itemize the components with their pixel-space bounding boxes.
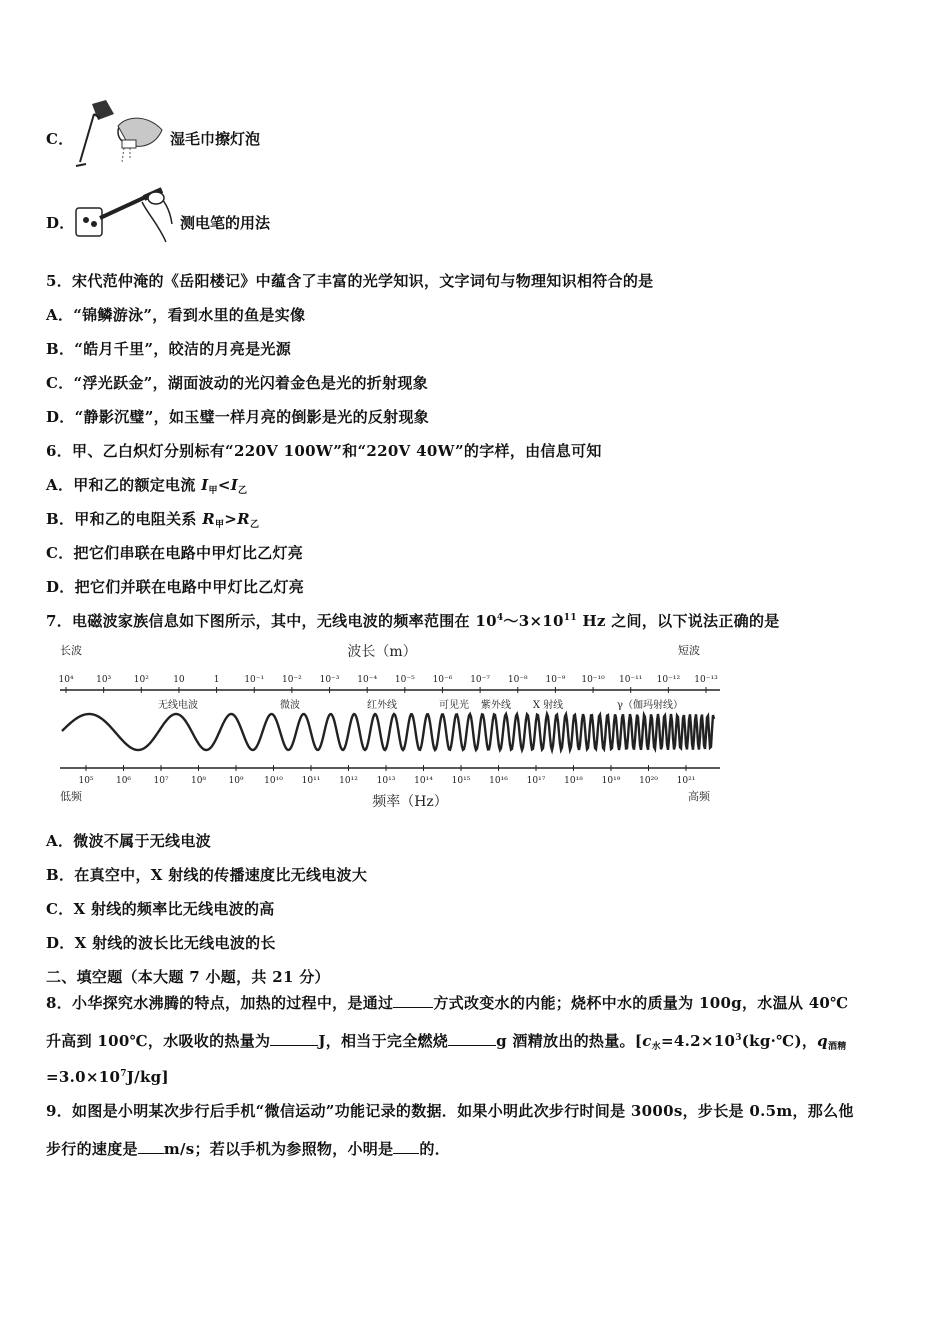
- q9-p3: m/s；若以手机为参照物，小明是: [163, 1140, 394, 1158]
- wavelength-tick-label: 10⁻⁵: [394, 675, 415, 685]
- wavelength-tick-label: 10²: [133, 675, 149, 685]
- wavelength-tick-label: 10⁻⁷: [470, 675, 491, 685]
- spectrum-right-bottom: 高频: [688, 790, 710, 803]
- band-label: 红外线: [367, 700, 397, 711]
- spectrum-left-top: 长波: [60, 644, 82, 657]
- q8-blank-2[interactable]: [270, 1031, 318, 1046]
- wavelength-tick-label: 10: [173, 675, 185, 685]
- q8-p2: 方式改变水的内能；烧杯中水的质量为 100g，水温从 40℃: [433, 994, 849, 1012]
- section2-title: 二、填空题（本大题 7 小题，共 21 分）: [46, 968, 330, 986]
- q8-p4: J，相当于完全燃烧: [318, 1032, 449, 1050]
- q7-exp1: 4: [496, 613, 504, 623]
- q7-option-c: C．X 射线的频率比无线电波的高: [46, 900, 275, 918]
- wavelength-tick-label: 10³: [96, 675, 112, 685]
- q8-c-sub: 水: [651, 1042, 661, 1052]
- frequency-tick-label: 10¹⁷: [526, 776, 546, 786]
- q9-p2: 步行的速度是: [46, 1140, 138, 1158]
- wavelength-tick-label: 10⁻¹²: [656, 675, 681, 685]
- q7-option-d: D．X 射线的波长比无线电波的长: [46, 934, 276, 952]
- wavelength-tick-label: 10⁴: [58, 675, 74, 685]
- q8-q-sub: 酒精: [827, 1042, 847, 1052]
- band-label: 微波: [280, 700, 300, 711]
- wavelength-tick-label: 10⁻¹: [244, 675, 265, 685]
- q6-b-prefix: B．甲和乙的电阻关系: [46, 510, 203, 528]
- q6-option-a: [46, 474, 247, 495]
- q8-line1: [46, 992, 848, 1013]
- q8-blank-1[interactable]: [393, 993, 433, 1008]
- band-label: 紫外线: [481, 700, 511, 711]
- band-labels: [158, 698, 683, 711]
- frequency-axis-title: 频率（Hz）: [372, 794, 448, 810]
- wavelength-tick-label: 10⁻¹⁰: [581, 675, 605, 685]
- q6-b-var1: R: [202, 510, 215, 528]
- wavelength-tick-label: 10⁻³: [319, 675, 340, 685]
- q5-option-b: B．“皓月千里”，皎洁的月亮是光源: [46, 340, 292, 358]
- q5-option-a: A．“锦鳞游泳”，看到水里的鱼是实像: [46, 306, 306, 324]
- q6-option-c: C．把它们串联在电路中甲灯比乙灯亮: [46, 544, 304, 562]
- q4-option-d-label: D．: [46, 214, 75, 232]
- frequency-tick-label: 10⁷: [153, 776, 169, 786]
- frequency-tick-label: 10¹⁸: [564, 776, 583, 786]
- q7-exp2: 11: [563, 613, 577, 623]
- frequency-tick-label: 10¹³: [376, 776, 396, 786]
- wavelength-tick-label: 10⁻⁶: [432, 675, 453, 685]
- q6-stem: 6．甲、乙白炽灯分别标有“220V 100W”和“220V 40W”的字样，由信息可知: [46, 442, 602, 460]
- test-pen-socket-icon: [72, 184, 176, 248]
- q8-p1: 8．小华探究水沸腾的特点，加热的过程中，是通过: [46, 994, 394, 1012]
- frequency-tick-label: 10¹⁵: [451, 776, 471, 786]
- q5-option-c: C．“浮光跃金”，湖面波动的光闪着金色是光的折射现象: [46, 374, 428, 392]
- wavelength-axis-title: 波长（m）: [347, 644, 417, 660]
- q9-blank-2[interactable]: [393, 1139, 419, 1154]
- q6-b-sub1: 甲: [214, 520, 225, 530]
- q6-a-var2: I: [230, 476, 239, 494]
- wavelength-tick-label: 10⁻⁴: [357, 675, 378, 685]
- frequency-tick-label: 10²¹: [676, 776, 696, 786]
- em-spectrum-figure: [58, 640, 722, 816]
- frequency-tick-label: 10¹²: [339, 776, 358, 786]
- q7-stem-post: Hz 之间，以下说法正确的是: [576, 612, 780, 630]
- q4-option-d-text: 测电笔的用法: [180, 214, 271, 232]
- q8-q-var: q: [817, 1032, 828, 1050]
- q8-c-unit: (kg·℃)，: [741, 1032, 818, 1050]
- q8-p5: g 酒精放出的热量。[: [496, 1032, 643, 1050]
- wavelength-tick-label: 10⁻¹³: [694, 675, 718, 685]
- frequency-tick-label: 10⁵: [78, 776, 94, 786]
- em-wave: [62, 714, 714, 750]
- q6-option-d: D．把它们并联在电路中甲灯比乙灯亮: [46, 578, 305, 596]
- q6-b-var2: R: [237, 510, 250, 528]
- q6-a-sub1: 甲: [208, 486, 218, 496]
- q9-line2: [46, 1138, 450, 1159]
- frequency-tick-label: 10¹⁹: [601, 776, 621, 786]
- q8-line2: [46, 1030, 847, 1051]
- q7-stem: [46, 610, 780, 631]
- q7-option-a: A．微波不属于无线电波: [46, 832, 211, 850]
- q6-a-prefix: A．甲和乙的额定电流: [46, 476, 202, 494]
- q9-line1: 9．如图是小明某次步行后手机“微信运动”功能记录的数据．如果小明此次步行时间是 3000s，步长是 0.5m，那么他: [46, 1102, 854, 1120]
- band-label: γ（伽玛射线）: [617, 700, 683, 711]
- spectrum-left-bottom: 低频: [60, 790, 82, 803]
- q6-a-op: <: [217, 476, 231, 494]
- band-label: 无线电波: [158, 700, 198, 711]
- q6-a-var1: I: [201, 476, 209, 494]
- q8-q-exp: 7: [120, 1069, 127, 1079]
- wavelength-tick-label: 10⁻⁸: [507, 675, 528, 685]
- frequency-tick-label: 10¹⁰: [264, 776, 283, 786]
- frequency-tick-label: 10¹⁴: [414, 776, 433, 786]
- q7-stem-pre: 7．电磁波家族信息如下图所示，其中，无线电波的频率范围在 10: [46, 612, 497, 630]
- lamp-wet-towel-icon: [72, 100, 168, 170]
- q9-p4: 的．: [419, 1140, 451, 1158]
- q7-option-b: B．在真空中，X 射线的传播速度比无线电波大: [46, 866, 368, 884]
- q7-stem-mid: ～3×10: [503, 612, 564, 630]
- wavelength-tick-label: 10⁻²: [281, 675, 302, 685]
- q5-stem: 5．宋代范仲淹的《岳阳楼记》中蕴含了丰富的光学知识，文字词句与物理知识相符合的是: [46, 272, 654, 290]
- q4-option-c-text: 湿毛巾擦灯泡: [170, 130, 261, 148]
- q8-q-unit: J/kg]: [126, 1068, 169, 1086]
- q8-line3: [46, 1068, 169, 1086]
- frequency-tick-label: 10²⁰: [639, 776, 658, 786]
- band-label: 可见光: [439, 700, 469, 711]
- wavelength-tick-label: 1: [213, 675, 220, 685]
- frequency-tick-label: 10⁹: [228, 776, 244, 786]
- q6-b-op: >: [224, 510, 238, 528]
- q6-option-b: [46, 508, 259, 529]
- q5-option-d: D．“静影沉璧”，如玉璧一样月亮的倒影是光的反射现象: [46, 408, 430, 426]
- frequency-tick-label: 10¹¹: [301, 776, 321, 786]
- q8-c-var: c: [642, 1032, 652, 1050]
- frequency-tick-label: 10⁶: [115, 776, 132, 786]
- q6-a-sub2: 乙: [238, 486, 248, 496]
- q6-b-sub2: 乙: [249, 520, 260, 530]
- q8-blank-3[interactable]: [448, 1031, 496, 1046]
- q8-c-eq: =4.2×10: [660, 1032, 736, 1050]
- q4-option-c-label: C．: [46, 130, 74, 148]
- spectrum-right-top: 短波: [678, 644, 700, 657]
- q8-p3: 升高到 100℃，水吸收的热量为: [46, 1032, 271, 1050]
- q9-blank-1[interactable]: [138, 1139, 164, 1154]
- wavelength-tick-label: 10⁻¹¹: [618, 675, 643, 685]
- wavelength-tick-label: 10⁻⁹: [545, 675, 566, 685]
- q8-q-eq: =3.0×10: [46, 1068, 121, 1086]
- frequency-tick-label: 10⁸: [190, 776, 207, 786]
- q8-c-exp: 3: [735, 1033, 742, 1043]
- band-label: X 射线: [532, 700, 564, 711]
- frequency-tick-label: 10¹⁶: [489, 776, 508, 786]
